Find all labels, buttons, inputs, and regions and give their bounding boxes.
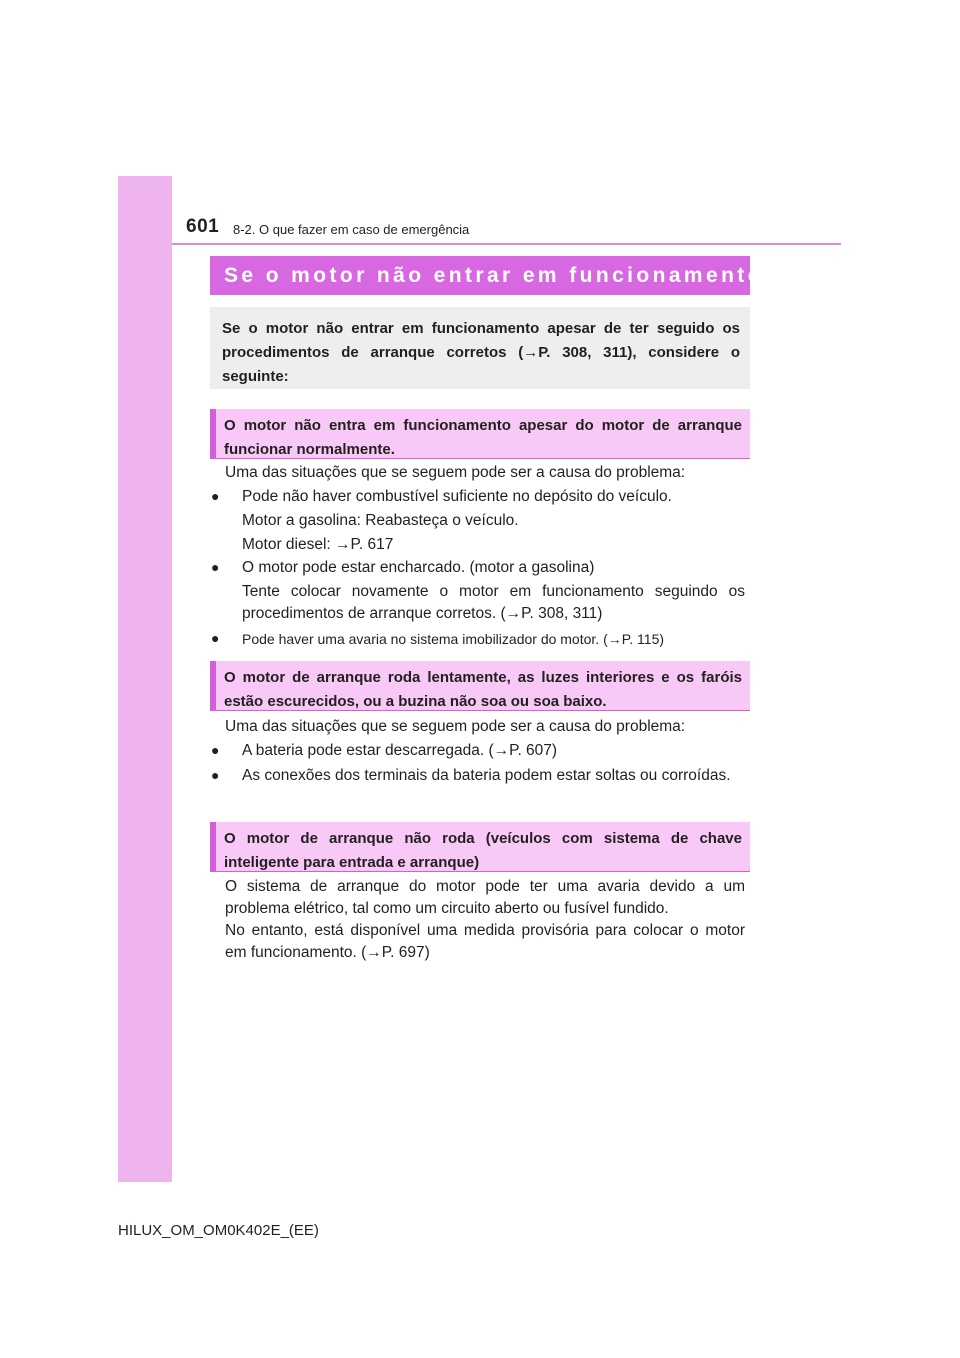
document-code: HILUX_OM_OM0K402E_(EE) [118, 1222, 319, 1239]
paragraph: O sistema de arranque do motor pode ter uma avaria devido a um problema elétrico, tal como um circuito aberto ou fusível fundido. [225, 878, 745, 917]
subheading-starter-works: O motor não entra em funcionamento apesar do motor de arranque funcionar normalmente. [210, 409, 750, 459]
list-item-detail: Motor a gasolina: Reabasteça o veículo. [242, 512, 519, 529]
lead-text: Uma das situações que se seguem pode ser a causa do problema: [225, 718, 686, 735]
list-item-detail: Motor diesel: →P. 617 [242, 536, 394, 553]
page-number: 601 [186, 216, 220, 237]
list-item: Pode haver uma avaria no sistema imobilizador do motor. (→P. 115) [242, 631, 665, 647]
list-item: Pode não haver combustível suficiente no depósito do veículo. [242, 488, 672, 505]
subheading-starter-slow: O motor de arranque roda lentamente, as luzes interiores e os faróis estão escurecidos, ou a buzina não soa ou soa baixo. [210, 661, 750, 711]
lead-text: Uma das situações que se seguem pode ser a causa do problema: [225, 464, 686, 481]
list-item: A bateria pode estar descarregada. (→P. 607) [242, 742, 558, 759]
header-divider [172, 243, 841, 245]
list-item-detail: Tente colocar novamente o motor em funcionamento seguindo os procedimentos de arranque corretos. (→P. 308, 311) [242, 583, 745, 622]
list-item: As conexões dos terminais da bateria podem estar soltas ou corroídas. [242, 767, 731, 784]
bullet-icon: ● [211, 559, 220, 575]
bullet-icon: ● [211, 488, 220, 504]
bullet-icon: ● [211, 630, 220, 646]
section-title: Se o motor não entrar em funcionamento [210, 256, 750, 295]
side-tab-strip [118, 176, 172, 1182]
intro-box: Se o motor não entrar em funcionamento apesar de ter seguido os procedimentos de arranque corretos (→P. 308, 311), considere o seguinte: [210, 307, 750, 389]
chapter-title: 8-2. O que fazer em caso de emergência [233, 222, 470, 237]
bullet-icon: ● [211, 767, 220, 783]
paragraph: No entanto, está disponível uma medida provisória para colocar o motor em funcionamento. (→P. 697) [225, 922, 745, 961]
subheading-starter-not-turning: O motor de arranque não roda (veículos com sistema de chave inteligente para entrada e arranque) [210, 822, 750, 872]
bullet-icon: ● [211, 742, 220, 758]
list-item: O motor pode estar encharcado. (motor a gasolina) [242, 559, 595, 576]
